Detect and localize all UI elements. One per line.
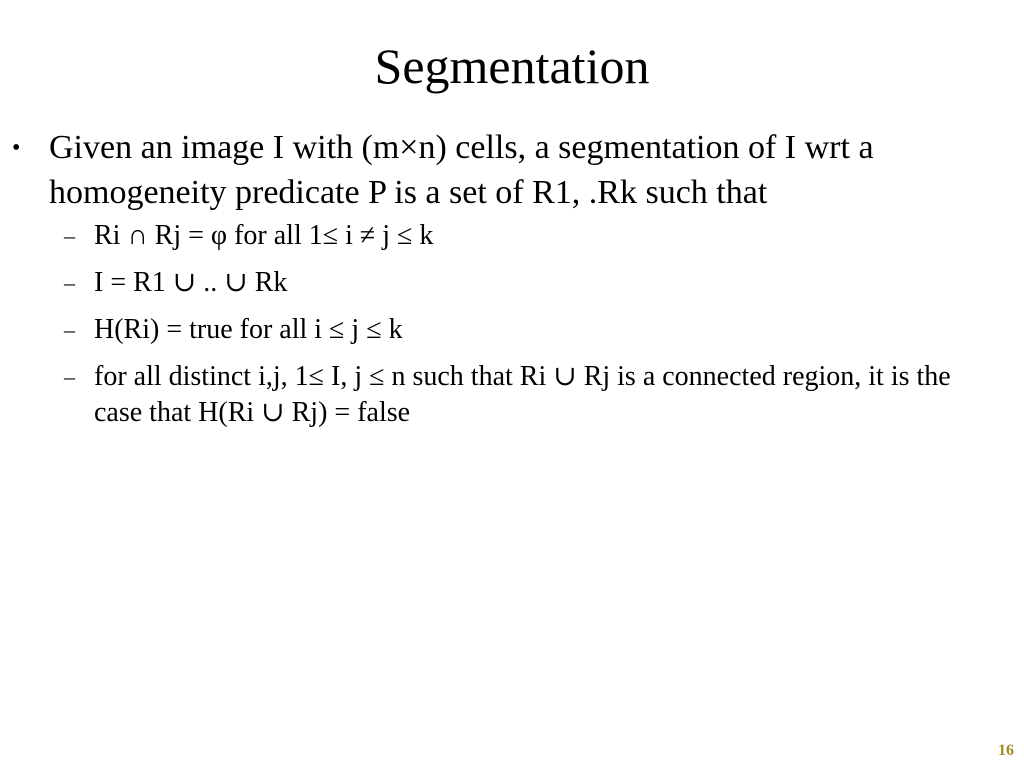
page-number: 16 <box>998 742 1014 759</box>
slide-title: Segmentation <box>374 38 650 94</box>
sub-bullet-list <box>64 218 984 442</box>
dash-marker: – <box>64 317 75 342</box>
sub-bullet-text: for all distinct i,j, 1≤ I, j ≤ n such that Ri ∪ Rj is a connected region, it is the case that H(Ri ∪ Rj) = false <box>94 361 951 428</box>
sub-bullet-text: Ri ∩ Rj = φ for all 1≤ i ≠ j ≤ k <box>94 220 434 251</box>
sub-bullet-text: I = R1 ∪ .. ∪ Rk <box>94 267 288 298</box>
dash-marker: – <box>64 364 75 389</box>
dash-marker: – <box>64 270 75 295</box>
sub-bullet-text: H(Ri) = true for all i ≤ j ≤ k <box>94 314 403 345</box>
sub-bullet-item <box>64 359 984 431</box>
dash-marker: – <box>64 223 75 248</box>
sub-bullet-item <box>64 218 984 254</box>
sub-bullet-item <box>64 312 984 348</box>
main-bullet-text: Given an image I with (m×n) cells, a segmentation of I wrt a homogeneity predicate P is a set of R1, .Rk such that <box>49 129 874 211</box>
bullet-marker: • <box>12 135 21 161</box>
sub-bullet-item <box>64 265 984 301</box>
